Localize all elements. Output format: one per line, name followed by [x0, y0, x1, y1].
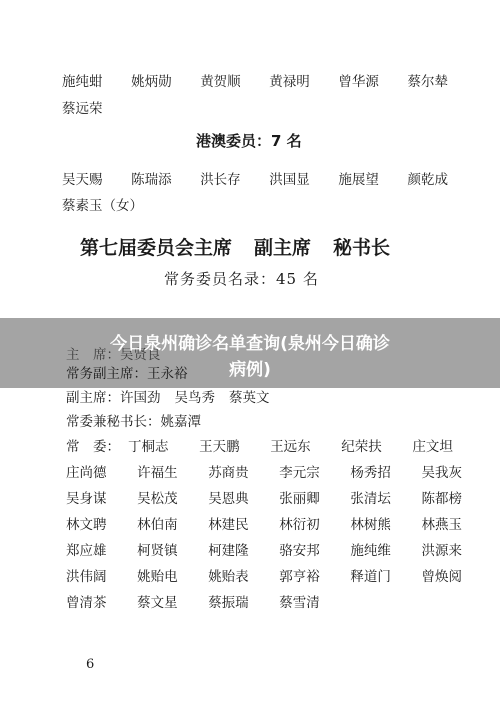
- banner-title-line-1: 今日泉州确诊名单查询(泉州今日确诊: [110, 334, 390, 354]
- page-number: 6: [86, 657, 95, 672]
- member-name: 王天鹏: [199, 439, 240, 455]
- members-row-7: [66, 591, 345, 611]
- member-name: 骆安邦: [279, 543, 320, 559]
- member-name: 林树熊: [350, 517, 391, 533]
- member-name: 纪荣扶: [341, 439, 382, 455]
- members-row-2: [66, 461, 471, 481]
- member-name: 苏商贵: [208, 465, 249, 481]
- members-row-1: [128, 435, 462, 455]
- member-name: 林衍初: [279, 517, 320, 533]
- name: 蔡英文: [229, 390, 270, 406]
- members-row-3: [66, 487, 471, 507]
- name: 姚炳勋: [131, 74, 172, 90]
- members-row-4: [66, 513, 471, 533]
- name: 蔡尔辇: [407, 74, 448, 90]
- member-name: 吴松茂: [137, 491, 178, 507]
- member-name: 曾清茶: [66, 595, 107, 611]
- member-name: 蔡振瑞: [208, 595, 249, 611]
- member-name: 释道门: [350, 569, 391, 585]
- name: 许国劲: [120, 390, 161, 406]
- name: 颜乾成: [407, 172, 448, 188]
- members-row-5: [66, 539, 471, 559]
- member-name: 洪源来: [421, 543, 462, 559]
- hk-names-line-1: [62, 168, 461, 188]
- name: 曾华源: [338, 74, 379, 90]
- member-name: 洪伟阔: [66, 569, 107, 585]
- heading-chairman: 第七届委员会主席: [80, 237, 233, 259]
- name: 施纯蚶: [62, 74, 103, 90]
- member-name: 郑应雄: [66, 543, 107, 559]
- name: 陈瑞添: [131, 172, 172, 188]
- name: 吴鸟秀: [174, 390, 215, 406]
- member-name: 林建民: [208, 517, 249, 533]
- member-name: 柯贤镇: [137, 543, 178, 559]
- secretary-general-line: 常委兼秘书长：姚嘉潭: [66, 414, 201, 430]
- name: 黄贺顺: [200, 74, 241, 90]
- member-name: 张清坛: [350, 491, 391, 507]
- top-names-line-2: [62, 97, 103, 117]
- member-name: 郭亨裕: [279, 569, 320, 585]
- heading-secretary-general: 秘书长: [333, 237, 391, 259]
- name: 蔡素玉（女）: [62, 198, 143, 214]
- top-names-line-1: [62, 70, 461, 90]
- member-name: 许福生: [137, 465, 178, 481]
- hk-macau-heading: 港澳委员：7 名: [196, 132, 302, 150]
- members-label: 常 委：: [66, 439, 120, 455]
- member-name: 林伯南: [137, 517, 178, 533]
- member-name: 陈都榜: [421, 491, 462, 507]
- member-name: 庄尚德: [66, 465, 107, 481]
- name: 洪国显: [269, 172, 310, 188]
- member-name: 吴身谋: [66, 491, 107, 507]
- heading-vice-chairman: 副主席: [254, 237, 312, 259]
- seventh-committee-heading: [80, 233, 390, 260]
- name: 施展望: [338, 172, 379, 188]
- member-name: 吴我灰: [421, 465, 462, 481]
- member-name: 林文聘: [66, 517, 107, 533]
- member-name: 杨秀招: [350, 465, 391, 481]
- member-name: 林燕玉: [421, 517, 462, 533]
- member-name: 柯建隆: [208, 543, 249, 559]
- member-name: 施纯维: [350, 543, 391, 559]
- member-name: 李元宗: [279, 465, 320, 481]
- member-name: 庄文坦: [412, 439, 453, 455]
- standing-committee-count: 常务委员名录：45 名: [164, 270, 319, 288]
- member-name: 蔡雪清: [279, 595, 320, 611]
- member-name: 曾焕阅: [421, 569, 462, 585]
- member-name: 张丽卿: [279, 491, 320, 507]
- vice-chairman-line: [66, 386, 270, 406]
- standing-vice-chairman-line: 常务副主席：王永裕: [66, 366, 188, 382]
- vice-label: 副主席：: [66, 390, 120, 406]
- name: 黄禄明: [269, 74, 310, 90]
- member-name: 蔡文星: [137, 595, 178, 611]
- member-name: 丁桐志: [128, 439, 169, 455]
- hk-names-line-2: [62, 194, 143, 214]
- member-name: 吴恩典: [208, 491, 249, 507]
- name: 蔡远荣: [62, 101, 103, 117]
- member-name: 姚贻表: [208, 569, 249, 585]
- name: 吴天赐: [62, 172, 103, 188]
- banner-title-line-2: 病例): [229, 360, 271, 380]
- member-name: 姚贻电: [137, 569, 178, 585]
- name: 洪长存: [200, 172, 241, 188]
- members-row-6: [66, 565, 471, 585]
- member-name: 王远东: [270, 439, 311, 455]
